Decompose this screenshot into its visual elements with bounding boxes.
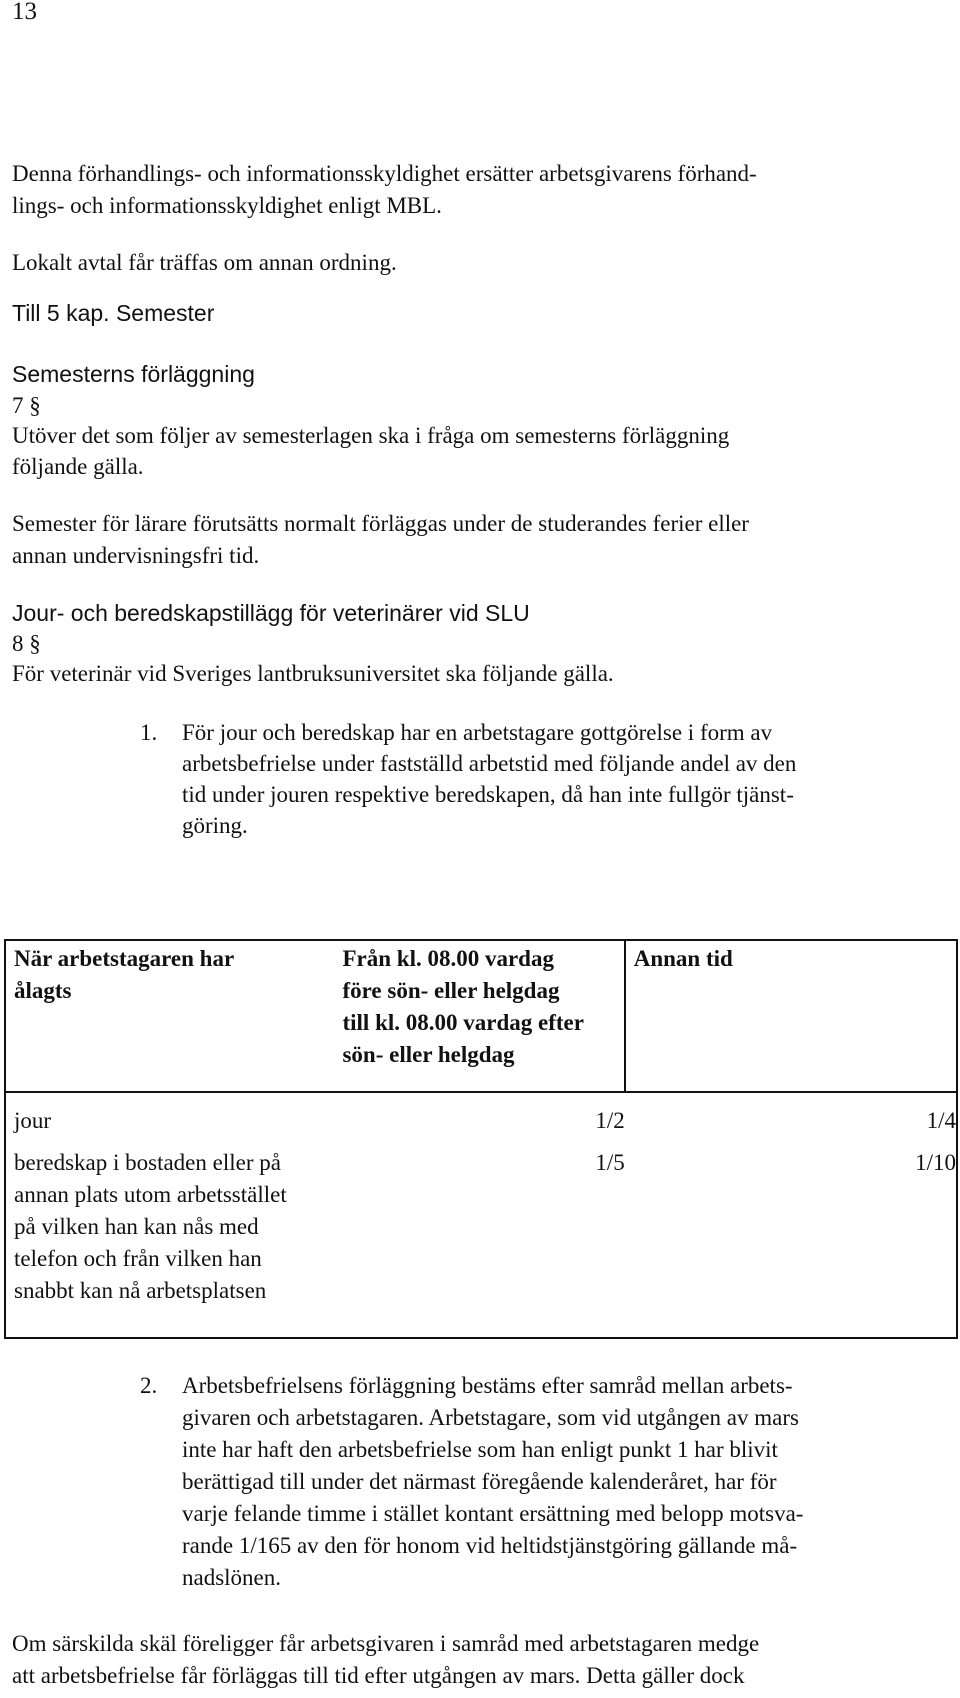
text-line: följande gälla. bbox=[12, 454, 144, 479]
text-line: För jour och beredskap har en arbetstagare gottgörelse i form av bbox=[182, 720, 773, 745]
text-line: Om särskilda skäl föreligger får arbetsgivaren i samråd med arbetstagaren medge bbox=[12, 1631, 760, 1656]
text-line: Semester för lärare förutsätts normalt förläggas under de studerandes ferier eller bbox=[12, 511, 749, 536]
table-row bbox=[5, 1147, 957, 1338]
header-cell-fran-kl bbox=[340, 940, 624, 1092]
text-line: givaren och arbetstagaren. Arbetstagare, som vid utgången av mars bbox=[182, 1405, 799, 1430]
text-line: annan undervisningsfri tid. bbox=[12, 543, 260, 568]
header-line: till kl. 08.00 vardag efter bbox=[342, 1010, 584, 1035]
table-row bbox=[5, 1092, 957, 1147]
text-line: Denna förhandlings- och informationsskyldighet ersätter arbetsgivarens förhand- bbox=[12, 161, 757, 186]
row-value-annan-tid: 1/4 bbox=[926, 1108, 956, 1133]
header-line: sön- eller helgdag bbox=[342, 1042, 515, 1067]
heading-jour-beredskap: Jour- och beredskapstillägg för veterinärer vid SLU bbox=[12, 600, 530, 626]
label-line: på vilken han kan nås med bbox=[14, 1214, 259, 1239]
list-number: 1. bbox=[140, 720, 158, 745]
row-value-fran-kl: 1/2 bbox=[595, 1108, 625, 1133]
text-line: varje felande timme i stället kontant ersättning med belopp motsva- bbox=[182, 1501, 804, 1526]
label-line: jour bbox=[14, 1108, 52, 1133]
header-line: Annan tid bbox=[633, 946, 733, 971]
section-number-7: 7 § bbox=[12, 393, 41, 418]
section-number-8: 8 § bbox=[12, 631, 41, 656]
label-line: telefon och från vilken han bbox=[14, 1246, 262, 1271]
text-line: arbetsbefrielse under fastställd arbetstid med följande andel av den bbox=[182, 751, 797, 776]
header-cell-alagts bbox=[5, 940, 340, 1092]
header-line: före sön- eller helgdag bbox=[342, 978, 560, 1003]
text-line: inte har haft den arbetsbefrielse som han enligt punkt 1 har blivit bbox=[182, 1437, 778, 1462]
list-number: 2. bbox=[140, 1373, 158, 1398]
text-line: att arbetsbefrielse får förläggas till tid efter utgången av mars. Detta gäller dock bbox=[12, 1663, 745, 1688]
text-line: Utöver det som följer av semesterlagen ska i fråga om semesterns förläggning bbox=[12, 423, 730, 448]
heading-semesterns-forlaggning: Semesterns förläggning bbox=[12, 361, 255, 387]
text-line: rande 1/165 av den för honom vid heltidstjänstgöring gällande må- bbox=[182, 1533, 798, 1558]
ersattning-table bbox=[4, 939, 958, 1339]
text-line: Arbetsbefrielsens förläggning bestäms efter samråd mellan arbets- bbox=[182, 1373, 793, 1398]
text-line: tid under jouren respektive beredskapen, då han inte fullgör tjänst- bbox=[182, 782, 794, 807]
row-value-annan-tid: 1/10 bbox=[915, 1150, 956, 1175]
text-line: nadslönen. bbox=[182, 1565, 282, 1590]
label-line: snabbt kan nå arbetsplatsen bbox=[14, 1278, 267, 1303]
header-line: ålagts bbox=[14, 978, 72, 1003]
header-cell-annan-tid bbox=[625, 940, 957, 1092]
row-label bbox=[5, 1092, 340, 1147]
header-line: Från kl. 08.00 vardag bbox=[342, 946, 554, 971]
row-label bbox=[5, 1147, 340, 1338]
paragraph-lokalt-avtal: Lokalt avtal får träffas om annan ordning. bbox=[12, 250, 397, 275]
text-line: berättigad till under det närmast föregående kalenderåret, har för bbox=[182, 1469, 777, 1494]
table-header-row bbox=[5, 940, 957, 1092]
row-value-fran-kl: 1/5 bbox=[595, 1150, 625, 1175]
text-line: göring. bbox=[182, 813, 248, 838]
label-line: annan plats utom arbetsstället bbox=[14, 1182, 287, 1207]
label-line: beredskap i bostaden eller på bbox=[14, 1150, 281, 1175]
page-number: 13 bbox=[12, 0, 37, 25]
paragraph-veterinar: För veterinär vid Sveriges lantbruksuniversitet ska följande gälla. bbox=[12, 661, 614, 686]
header-line: När arbetstagaren har bbox=[14, 946, 235, 971]
text-line: lings- och informationsskyldighet enligt MBL. bbox=[12, 193, 442, 218]
heading-kapitel: Till 5 kap. Semester bbox=[12, 300, 215, 326]
